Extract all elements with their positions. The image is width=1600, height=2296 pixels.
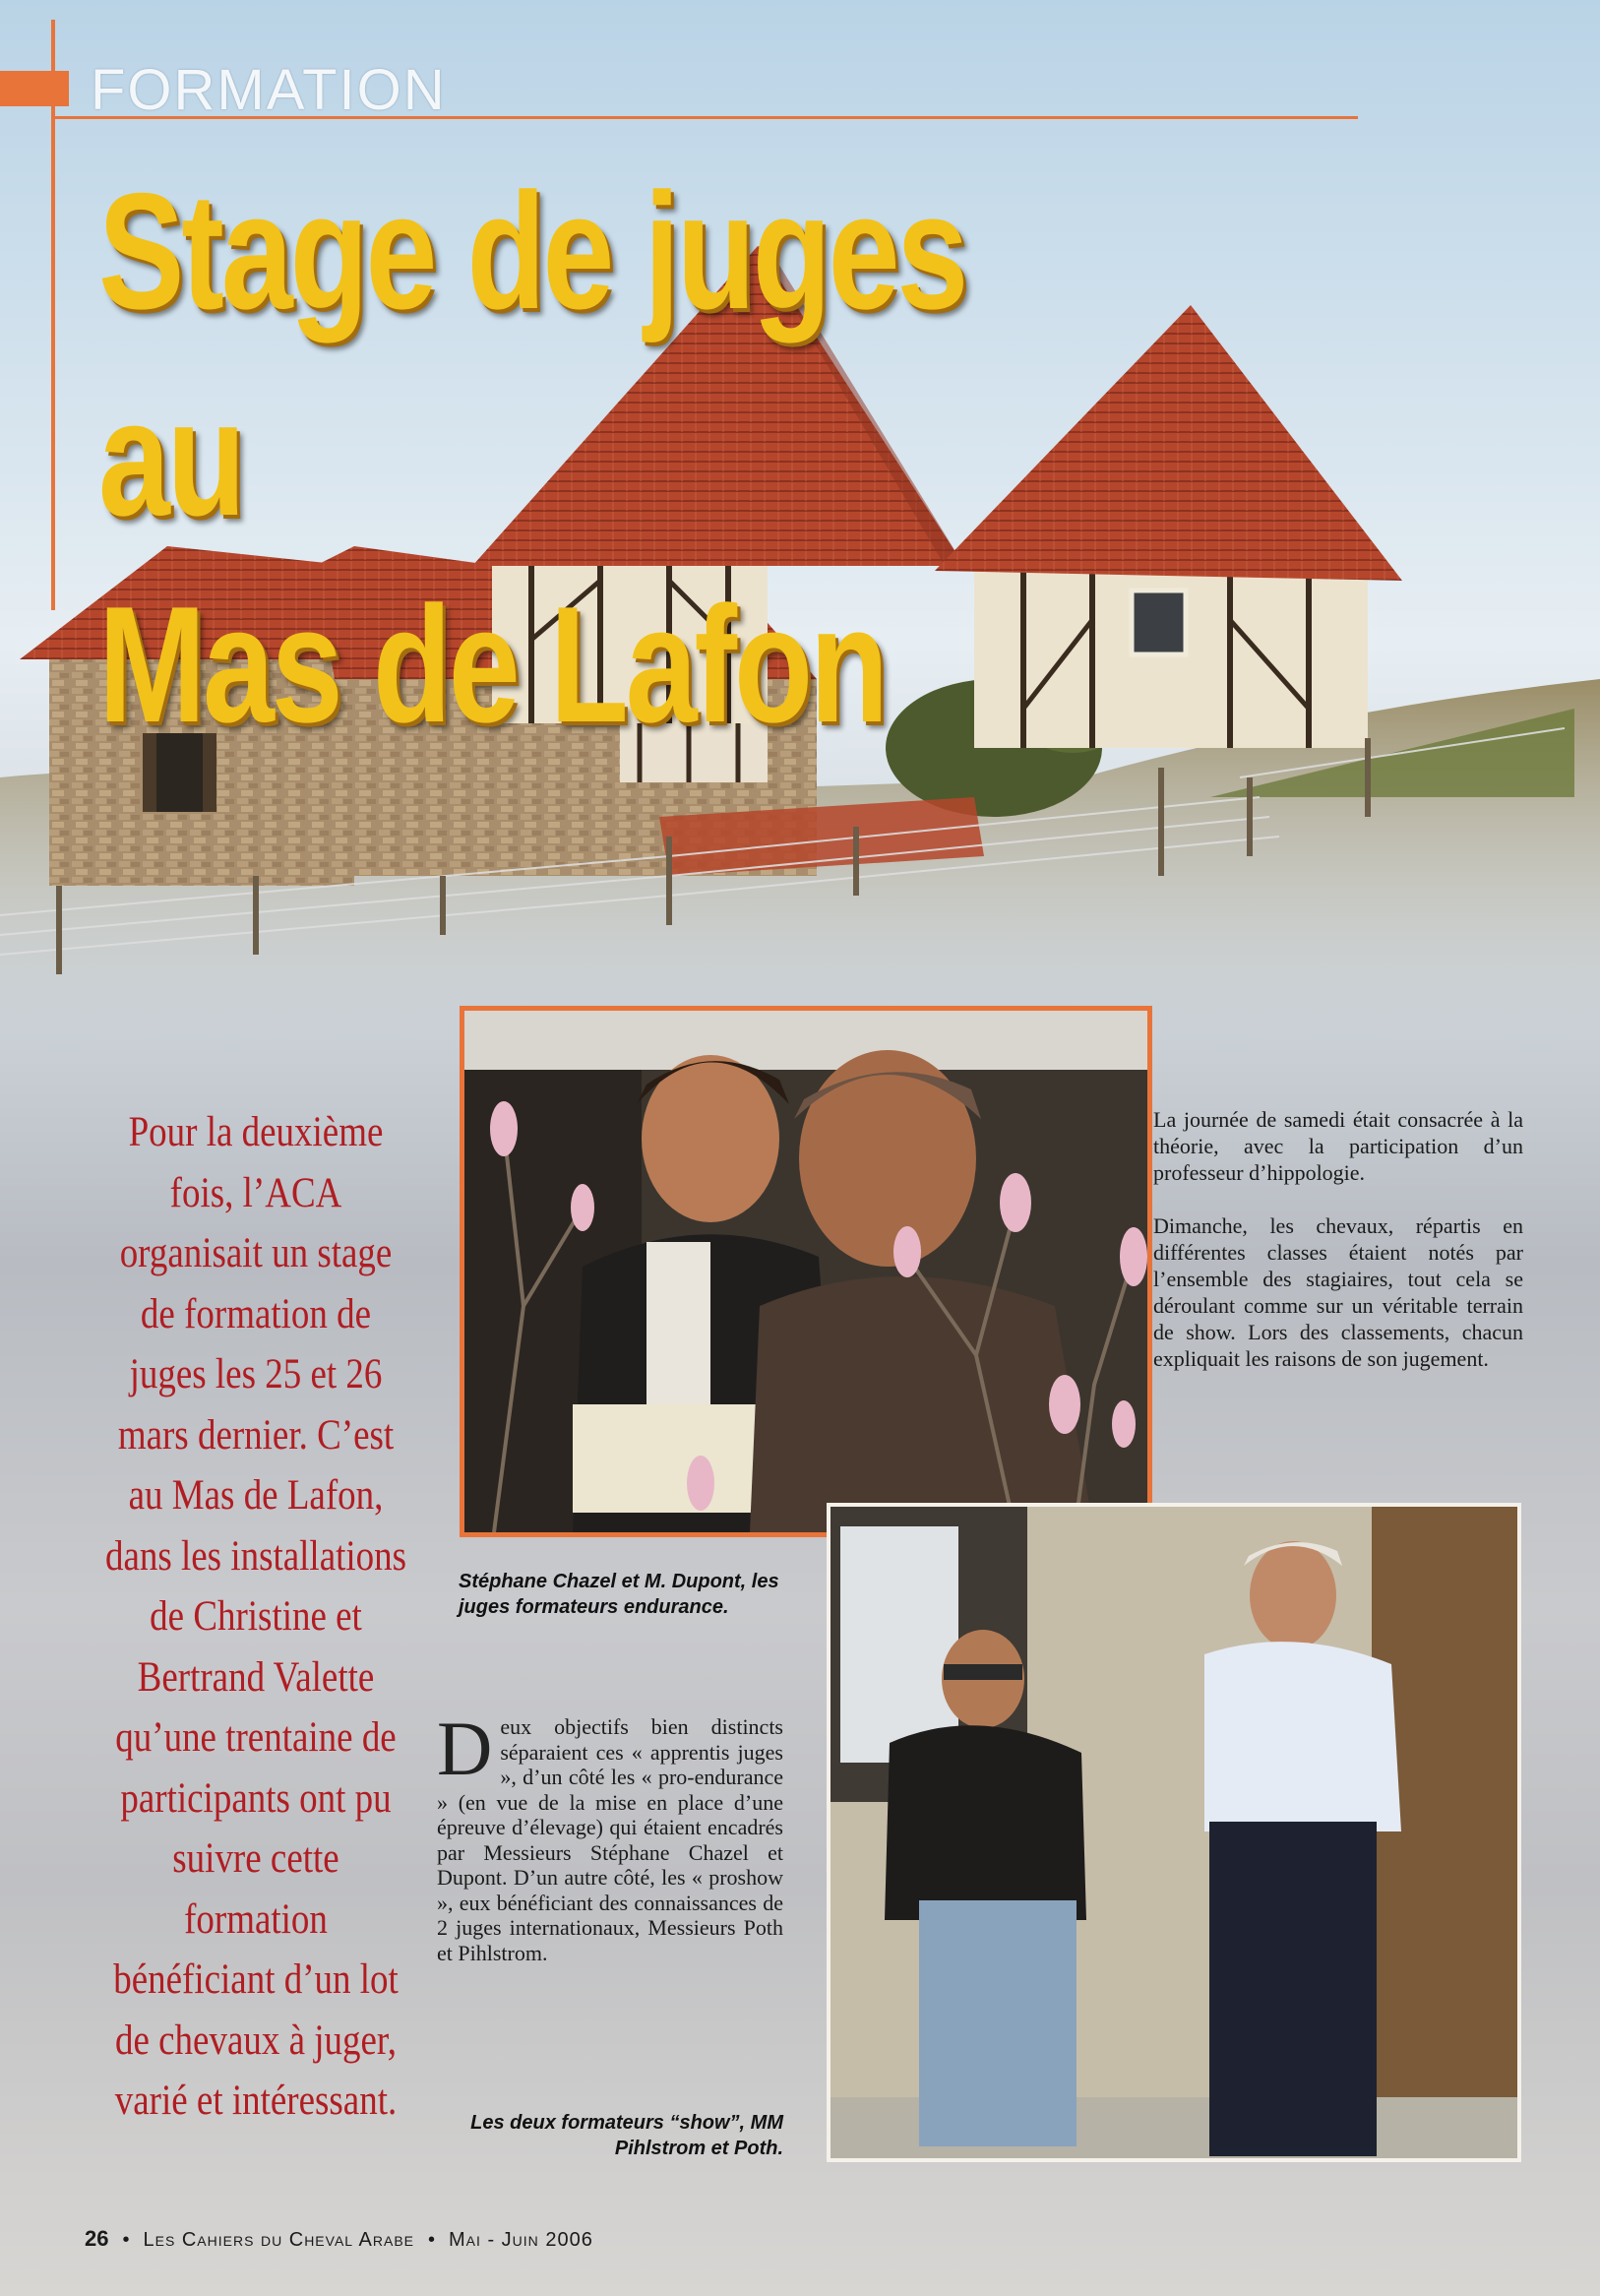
article-headline: Stage de juges au Mas de Lafon — [98, 158, 966, 757]
right-column-text — [1153, 1106, 1523, 1398]
right-paragraph-2: Dimanche, les chevaux, répartis en différentes classes étaient notés par l’ensemble des stagiaires, tout cela se déroulant comme sur un véritable terrain de show. Lors des classements, chacun expliquait les raisons de son jugement. — [1153, 1213, 1523, 1371]
photo-show-trainers — [827, 1503, 1521, 2162]
header-accent-block — [0, 71, 69, 106]
footer-separator-1: • — [122, 2229, 130, 2251]
body-paragraph — [437, 1706, 783, 1965]
page-footer — [85, 2226, 593, 2252]
intro-paragraph: Pour la deuxième fois, l’ACA organisait un stage de formation de juges les 25 et 26 mars dernier. C’est au Mas de Lafon, dans les installations de Christine et Bertrand Valette qu’une trentaine de participants ont pu suivre cette formation bénéficiant d’un lot de chevaux à juger, varié et intéressant. — [104, 1109, 407, 2124]
photo1-caption: Stéphane Chazel et M. Dupont, les juges formateurs endurance. — [459, 1571, 779, 1618]
footer-separator-2: • — [428, 2229, 436, 2251]
magazine-title: Les Cahiers du Cheval Arabe — [143, 2229, 414, 2251]
issue-date: Mai - Juin 2006 — [449, 2229, 593, 2251]
body-text: eux objectifs bien distincts séparaient ces « apprentis juges », d’un côté les « pro-endurance » (en vue de la mise en place d’une épreuve d’élevage) qui étaient encadrés par Messieurs Stéphane Chazel et Dupont. D’un autre côté, les « proshow », eux bénéficiant des connaissances de 2 juges internationaux, Messieurs Poth et Pihlstrom. — [437, 1714, 783, 1965]
right-paragraph-1: La journée de samedi était consacrée à la théorie, avec la participation d’un professeur d’hippologie. — [1153, 1107, 1523, 1185]
drop-cap: D — [437, 1706, 493, 1791]
photo-judges-endurance — [460, 1006, 1152, 1537]
photo-judges-endurance-image — [464, 1011, 1147, 1532]
photo-show-trainers-image — [831, 1507, 1517, 2158]
section-label: FORMATION — [91, 58, 447, 122]
photo2-caption: Les deux formateurs “show”, MM Pihlstrom et Poth. — [470, 2112, 783, 2159]
page-number: 26 — [85, 2226, 109, 2251]
